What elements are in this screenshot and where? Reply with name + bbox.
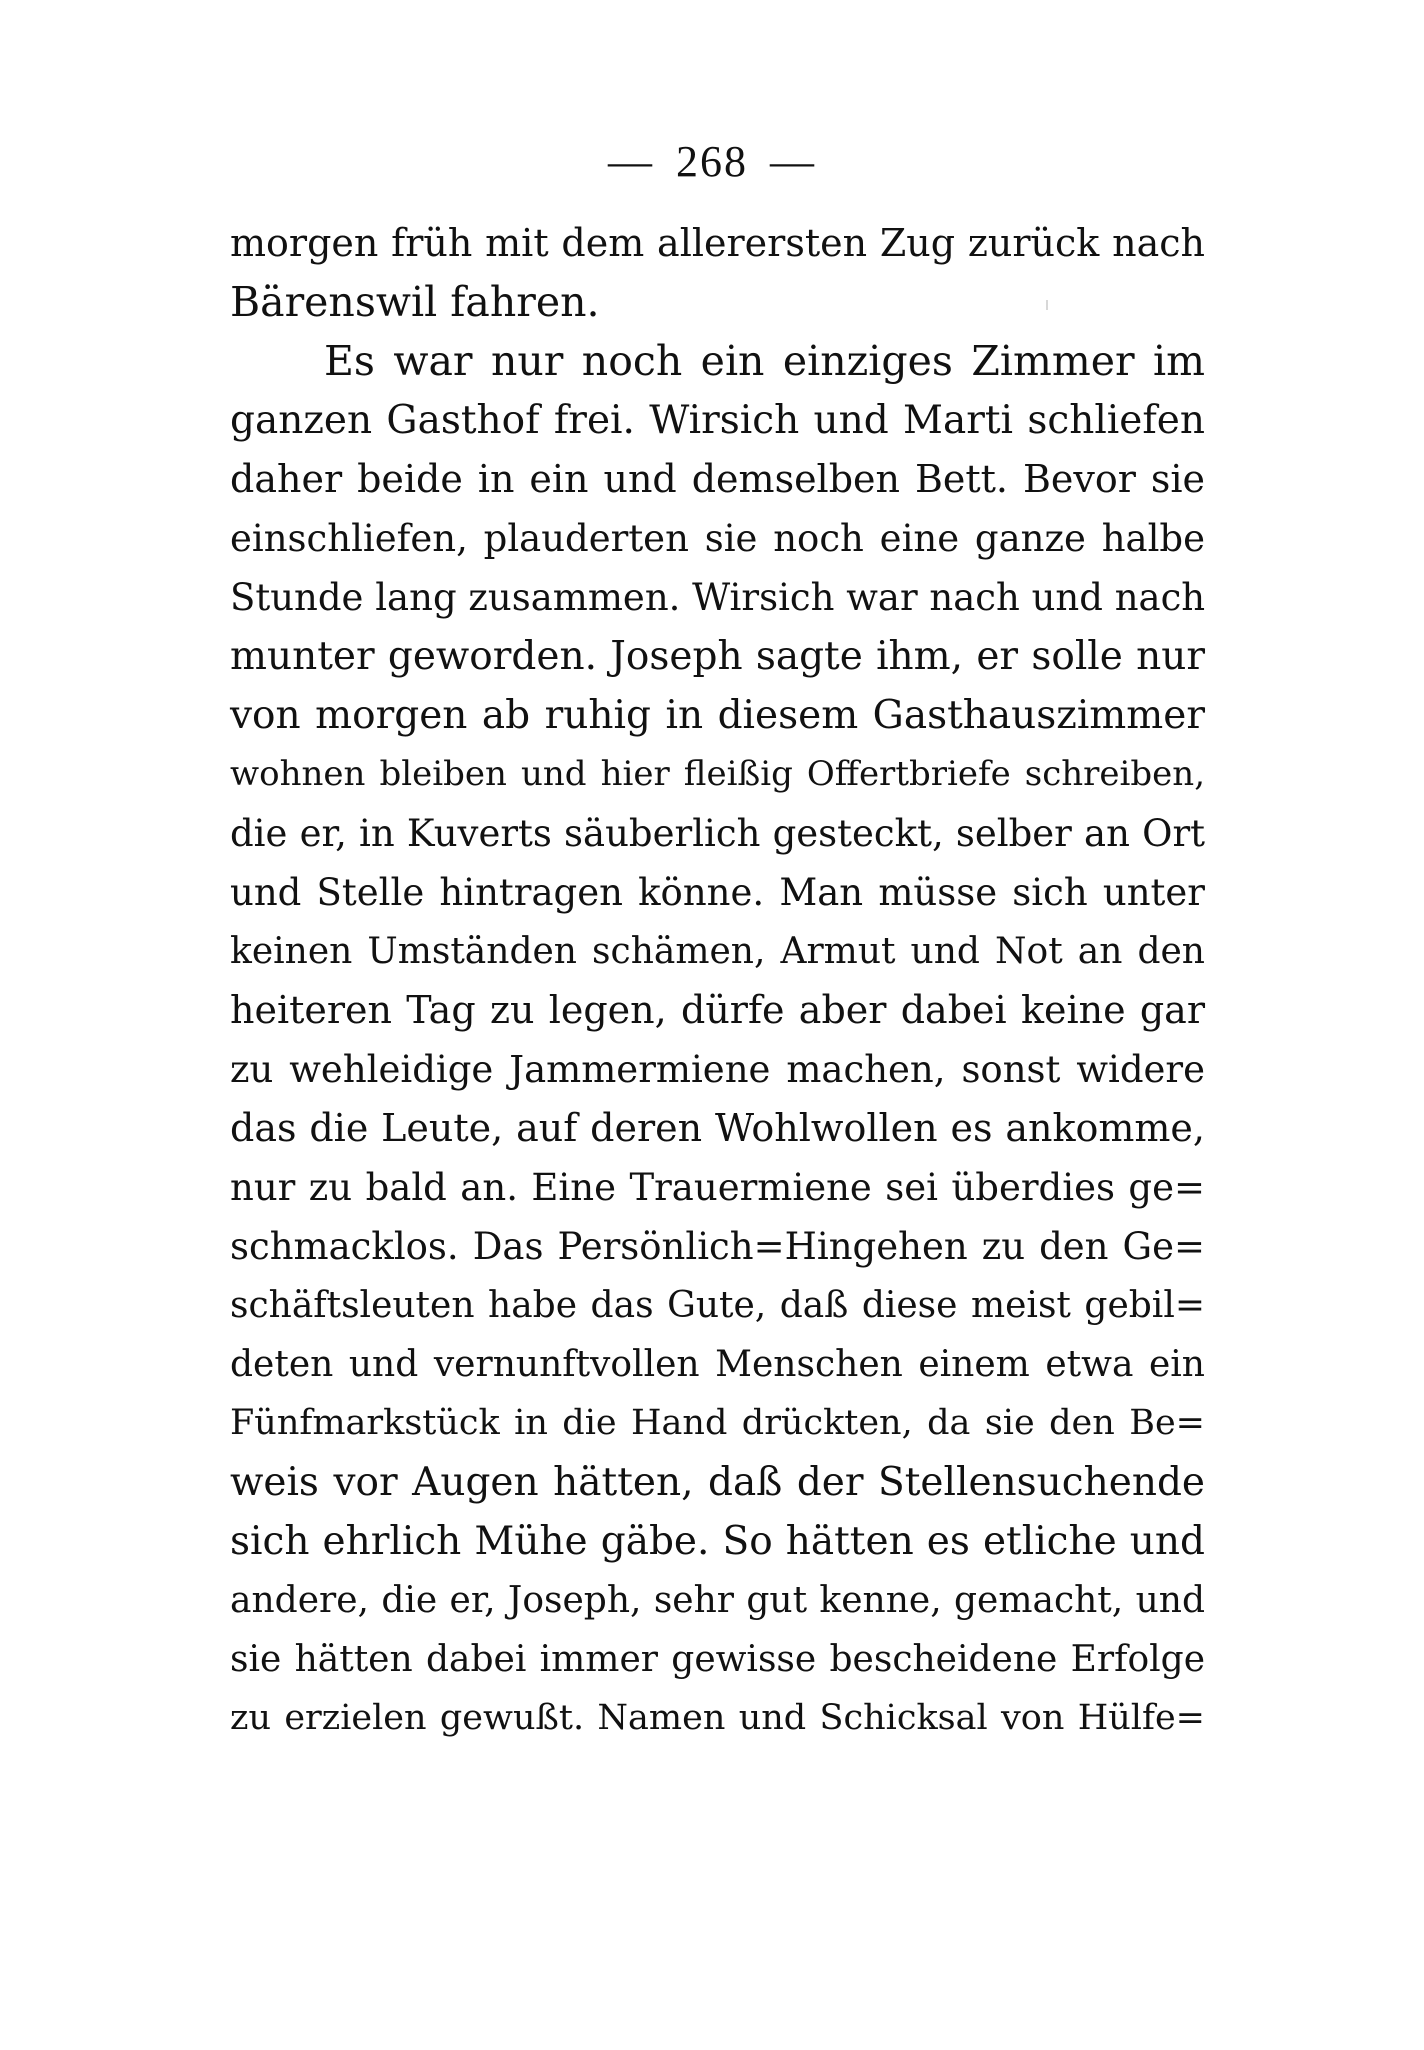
page-number-dash-left: — — [608, 137, 654, 186]
text-line: morgen früh mit dem allerersten Zug zurück nach — [230, 221, 1205, 265]
text-line: munter geworden. Joseph sagte ihm, er solle nur — [230, 634, 1205, 679]
text-line: andere, die er, Joseph, sehr gut kenne, gemacht, und — [230, 1580, 1205, 1621]
text-line: sie hätten dabei immer gewisse bescheidene Erfolge — [230, 1639, 1205, 1680]
text-line: von morgen ab ruhig in diesem Gasthauszimmer — [230, 693, 1205, 738]
page-number-dash-right: — — [770, 137, 816, 186]
text-line: daher beide in ein und demselben Bett. Bevor sie — [230, 457, 1205, 501]
text-line: keinen Umständen schämen, Armut und Not an den — [230, 931, 1205, 972]
text-line: ganzen Gasthof frei. Wirsich und Marti schliefen — [230, 398, 1205, 443]
paper-speck — [1046, 300, 1048, 310]
text-line: einschliefen, plauderten sie noch eine ganze halbe — [230, 517, 1205, 560]
text-line: Stunde lang zusammen. Wirsich war nach und nach — [230, 576, 1206, 619]
text-line: schmacklos. Das Persönlich=Hingehen zu den Ge= — [230, 1225, 1205, 1268]
page-number-header — [0, 137, 1424, 186]
text-line: weis vor Augen hätten, daß der Stellensuchende — [230, 1460, 1205, 1505]
text-line: Es war nur noch ein einziges Zimmer im — [324, 337, 1205, 385]
body-text — [230, 214, 1205, 1748]
text-line: Bärenswil fahren. — [230, 278, 600, 326]
text-line: die er, in Kuverts säuberlich gesteckt, selber an Ort — [230, 812, 1205, 855]
text-line: deten und vernunftvollen Menschen einem etwa ein — [230, 1344, 1205, 1385]
text-line: wohnen bleiben und hier fleißig Offertbriefe schreiben, — [230, 754, 1205, 794]
text-line: sich ehrlich Mühe gäbe. So hätten es etliche und — [230, 1519, 1205, 1564]
text-line: zu wehleidige Jammermiene machen, sonst widere — [230, 1048, 1205, 1091]
text-line: schäftsleuten habe das Gute, daß diese meist gebil= — [230, 1285, 1205, 1326]
text-line: und Stelle hintragen könne. Man müsse sich unter — [230, 871, 1205, 914]
text-line: das die Leute, auf deren Wohlwollen es ankomme, — [230, 1106, 1205, 1150]
text-line: heiteren Tag zu legen, dürfe aber dabei keine gar — [230, 988, 1205, 1032]
text-line: nur zu bald an. Eine Trauermiene sei überdies ge= — [230, 1166, 1205, 1209]
text-line: zu erzielen gewußt. Namen und Schicksal von Hülfe= — [230, 1698, 1205, 1738]
page-number: 268 — [676, 137, 748, 186]
text-line: Fünfmarkstück in die Hand drückten, da sie den Be= — [230, 1403, 1205, 1443]
